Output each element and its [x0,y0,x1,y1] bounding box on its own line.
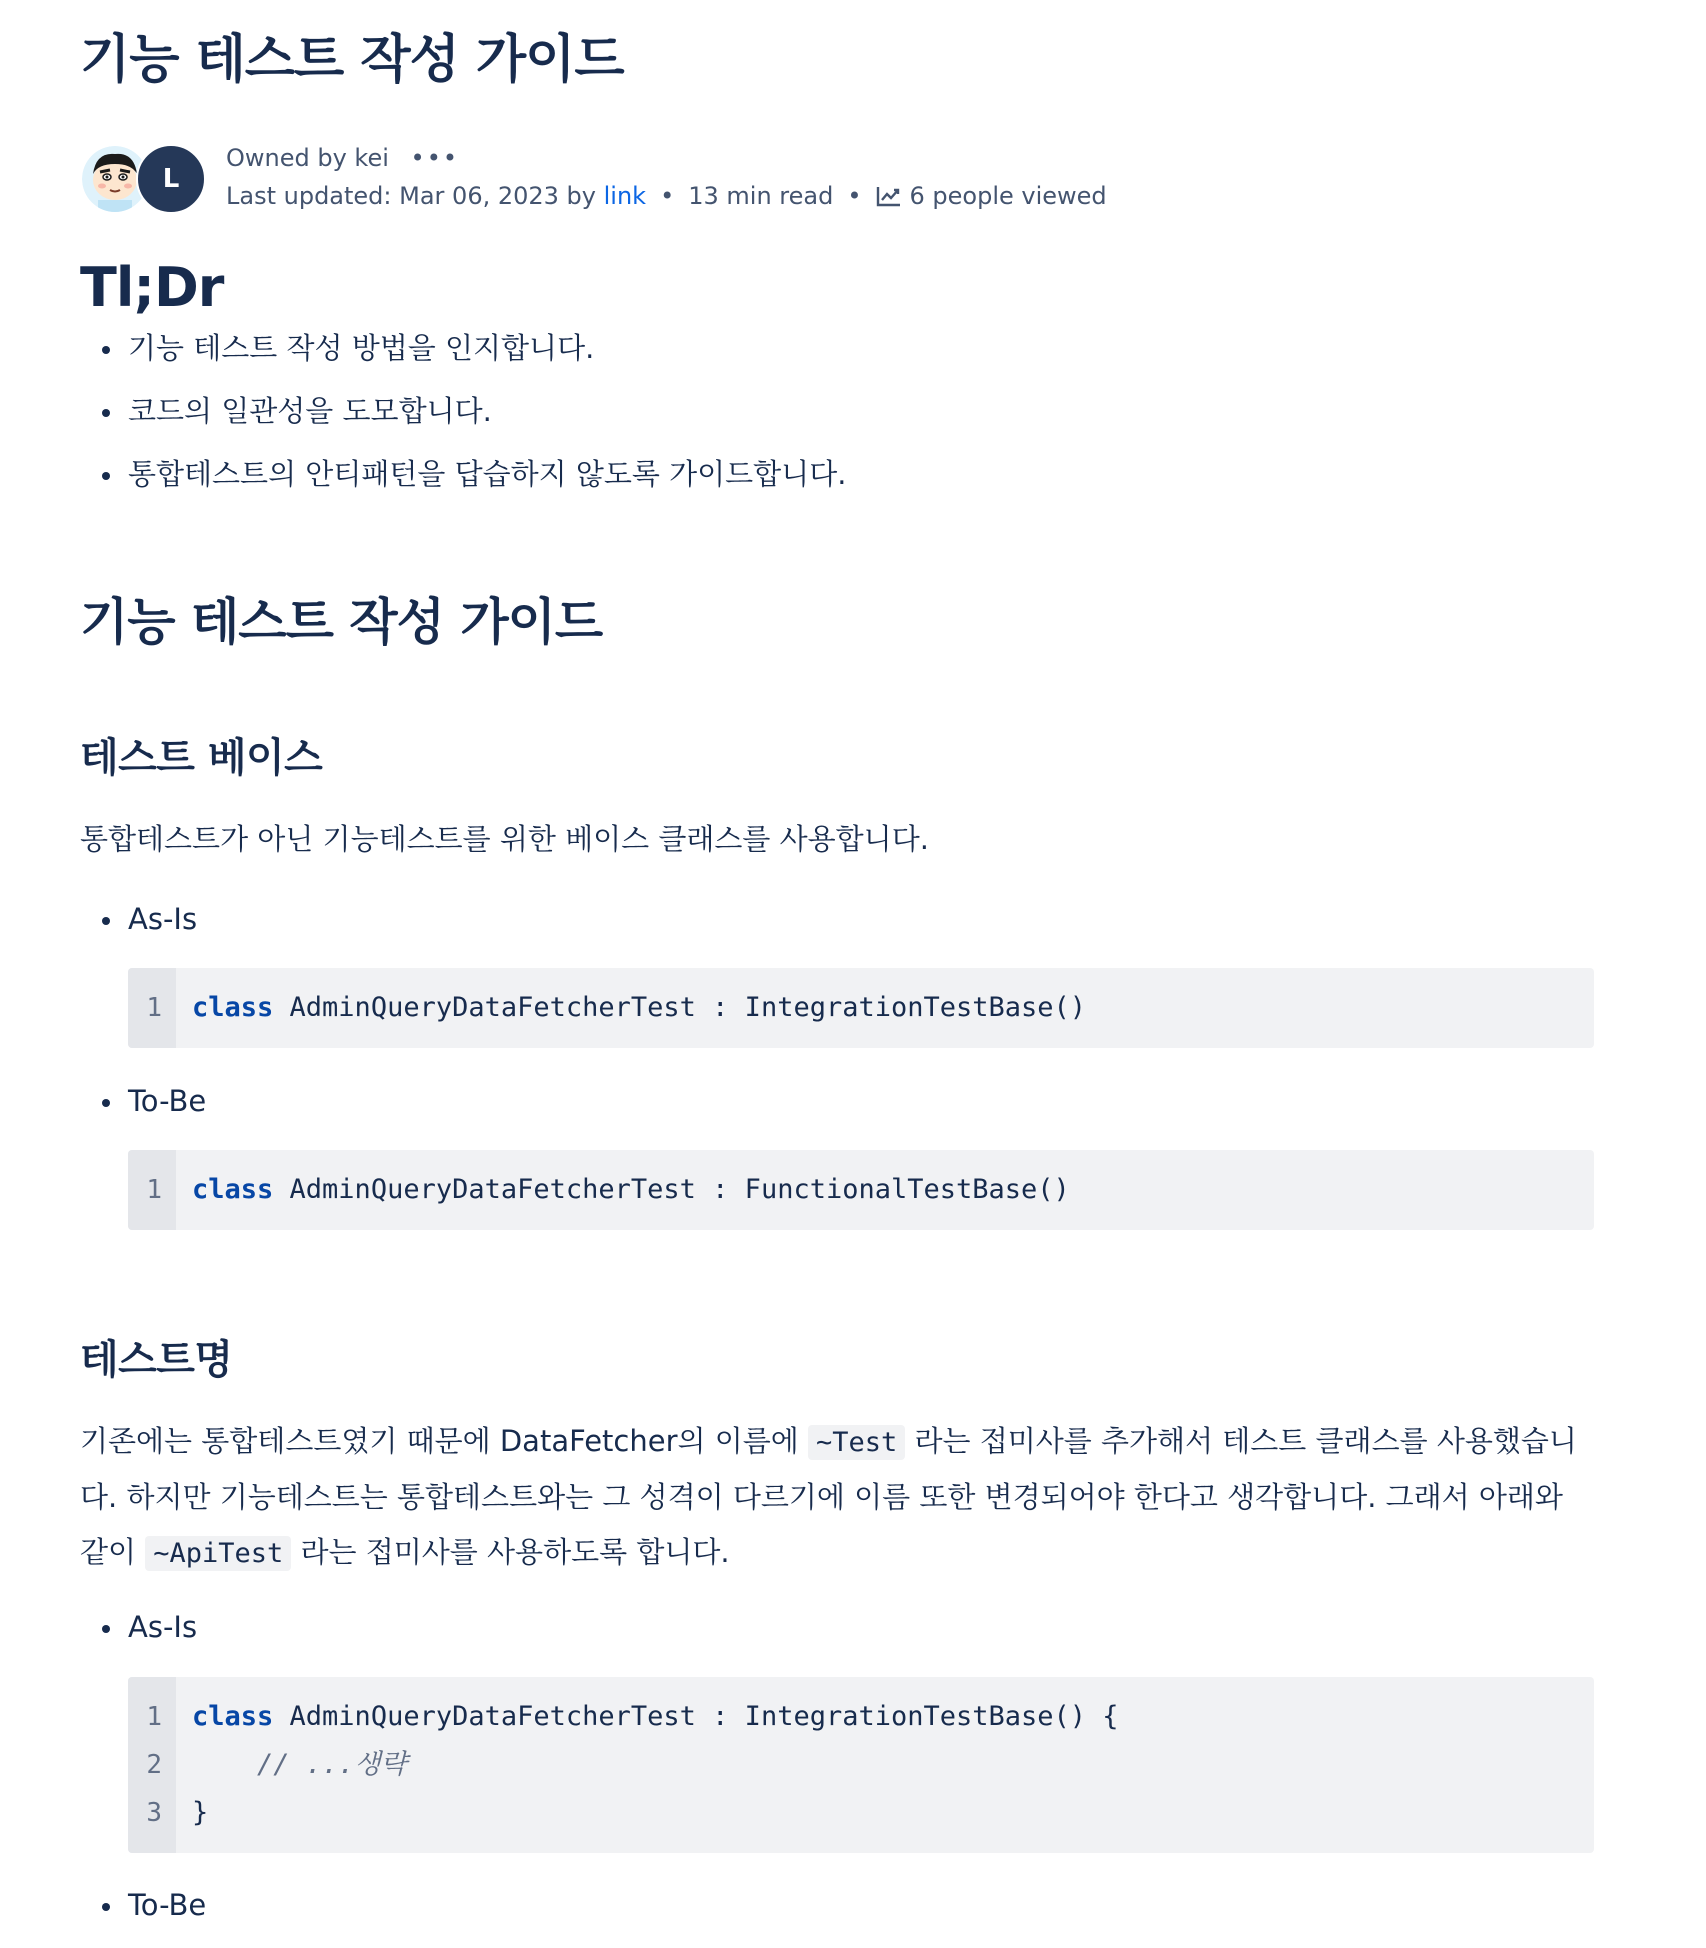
code-block-as-is[interactable] [128,968,1594,1048]
line-number: 3 [146,1798,162,1828]
code-comment-line: // ...생략 [192,1749,407,1780]
to-be-list-2 [80,1885,680,1925]
as-is-label: As-Is [80,899,680,939]
code-text: AdminQueryDataFetcherTest : IntegrationTestBase() { [273,1701,1119,1732]
read-time: 13 min read [688,182,834,210]
paragraph-text: 기존에는 통합테스트였기 때문에 DataFetcher의 이름에 [80,1424,808,1458]
inline-code-apitest: ~ApiTest [145,1536,291,1571]
section-heading: 기능 테스트 작성 가이드 [80,593,603,651]
line-number: 1 [146,1702,162,1732]
paragraph-text: 라는 접미사를 추가해서 테스트 클래스를 사용했습니다. 하지만 기능테스트는 통합테스트와는 그 성격이 다르기에 이름 또한 변경되어야 한다고 생각합니다. 그래서 아래와 같이 [80,1424,1577,1569]
code-line [192,1166,1594,1214]
code-text: AdminQueryDataFetcherTest : FunctionalTestBase() [273,1174,1070,1205]
to-be-label: To-Be [80,1081,680,1121]
test-name-paragraph [80,1414,1600,1581]
inline-code-test: ~Test [808,1425,905,1460]
author-link[interactable]: link [603,182,647,210]
as-is-list-2 [80,1607,680,1647]
list-item: 통합테스트의 안티패턴을 답습하지 않도록 가이드합니다. [80,454,1480,494]
tldr-heading: Tl;Dr [80,256,224,319]
code-block-as-is-2[interactable] [128,1677,1594,1853]
code-content [176,968,1594,1048]
code-content [176,1677,1594,1853]
as-is-label: As-Is [80,1607,680,1647]
line-number-gutter [128,968,176,1048]
avatar-group[interactable] [80,144,210,212]
owned-by-text: Owned by kei [226,144,389,172]
code-keyword: class [192,1174,274,1205]
code-block-to-be[interactable] [128,1150,1594,1230]
test-base-heading: 테스트 베이스 [80,735,323,781]
code-line [192,1693,1594,1741]
separator-dot: • [847,182,862,210]
test-base-description: 통합테스트가 아닌 기능테스트를 위한 베이스 클래스를 사용합니다. [80,822,929,856]
code-line [192,984,1594,1032]
line-number-gutter [128,1150,176,1230]
as-is-list [80,899,680,939]
more-actions-icon[interactable]: ••• [410,144,460,172]
people-viewed-text: 6 people viewed [909,182,1107,210]
update-line [226,182,1107,210]
to-be-list [80,1081,680,1121]
list-item: 코드의 일관성을 도모합니다. [80,391,1480,431]
tldr-list [80,328,1480,517]
last-updated-text: Last updated: Mar 06, 2023 by [226,182,596,210]
page-title: 기능 테스트 작성 가이드 [80,30,624,90]
code-keyword: class [192,992,274,1023]
paragraph-text: 라는 접미사를 사용하도록 합니다. [291,1535,730,1569]
owner-line [226,144,459,172]
code-keyword: class [192,1701,274,1732]
line-number: 2 [146,1750,162,1780]
list-item: 기능 테스트 작성 방법을 인지합니다. [80,328,1480,368]
test-name-heading: 테스트명 [80,1337,233,1383]
avatar-link[interactable]: L [136,144,206,214]
separator-dot: • [660,182,675,210]
byline [80,140,1480,220]
line-number-gutter [128,1677,176,1853]
to-be-label: To-Be [80,1885,680,1925]
code-text: AdminQueryDataFetcherTest : IntegrationTestBase() [273,992,1087,1023]
page-views[interactable] [876,182,1107,210]
analytics-chart-icon [876,185,902,207]
code-content [176,1150,1594,1230]
line-number: 1 [146,993,162,1023]
code-line: } [192,1797,209,1828]
line-number: 1 [146,1175,162,1205]
